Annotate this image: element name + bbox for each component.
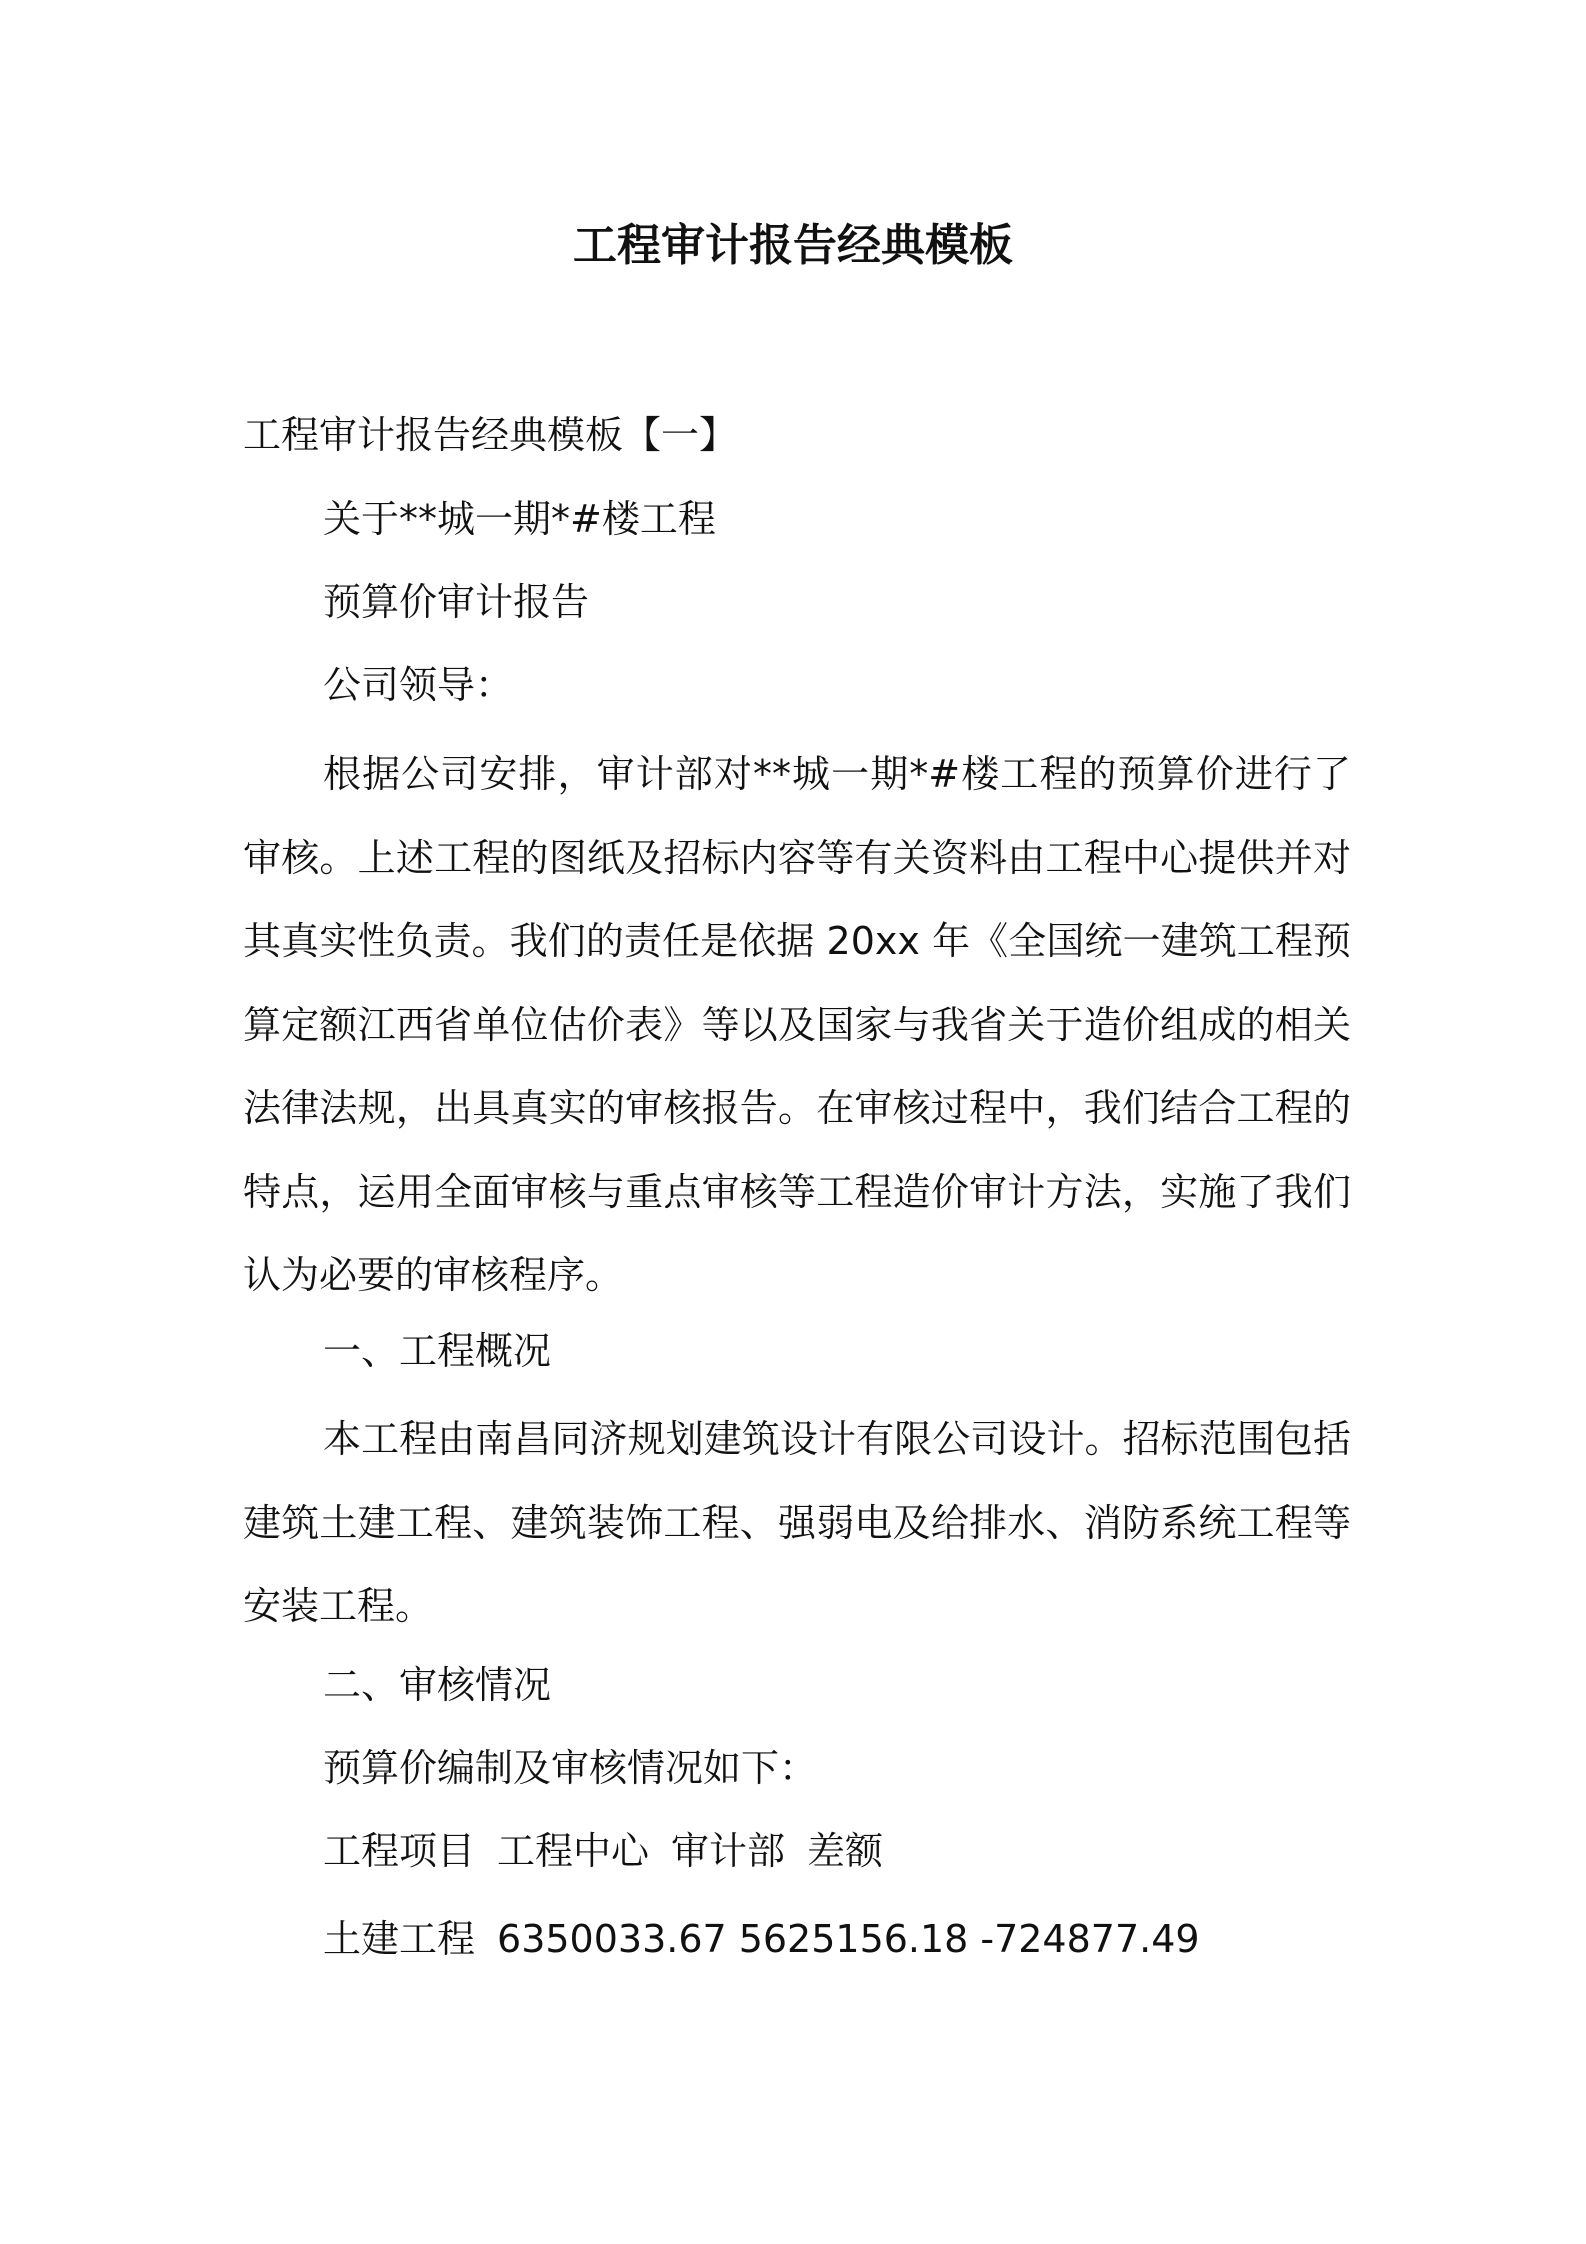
table-row: [323, 1911, 1212, 1967]
report-title-line1: 关于**城一期*#楼工程: [323, 497, 716, 541]
table-cell: 土建工程: [323, 1917, 476, 1961]
document-title: 工程审计报告经典模板: [573, 220, 1013, 271]
overview-paragraph: 本工程由南昌同济规划建筑设计有限公司设计。招标范围包括建筑土建工程、建筑装饰工程、强弱电及给排水、消防系统工程等安装工程。: [243, 1417, 1351, 1628]
heading-overview: 一、工程概况: [323, 1329, 552, 1373]
salutation: 公司领导：: [323, 663, 514, 707]
intro-paragraph: 根据公司安排，审计部对**城一期*#楼工程的预算价进行了审核。上述工程的图纸及招标内容等有关资料由工程中心提供并对其真实性负责。我们的责任是依据 20xx 年《全国统一建筑工程预算定额江西省单位估价表》等以及国家与我省关于造价组成的相关法律法规，出具真实的审核报告。在审核过程中，我们结合工程的特点，运用全面审核与重点审核等工程造价审计方法，实施了我们认为必要的审核程序。: [243, 752, 1351, 1297]
section-heading: 工程审计报告经典模板【一】: [243, 413, 738, 457]
table-cell: -724877.49: [980, 1917, 1200, 1961]
review-intro: 预算价编制及审核情况如下：: [323, 1746, 818, 1790]
table-cell: 5625156.18: [738, 1917, 969, 1961]
table-header-cell: 审计部: [671, 1829, 786, 1873]
table-cell: 6350033.67: [497, 1917, 727, 1961]
report-title-line2: 预算价审计报告: [323, 580, 590, 624]
table-header-cell: 差额: [807, 1829, 884, 1873]
table-header-cell: 工程中心: [497, 1829, 650, 1873]
heading-review: 二、审核情况: [323, 1663, 552, 1707]
table-header-cell: 工程项目: [323, 1829, 476, 1873]
table-header-row: [323, 1823, 905, 1879]
